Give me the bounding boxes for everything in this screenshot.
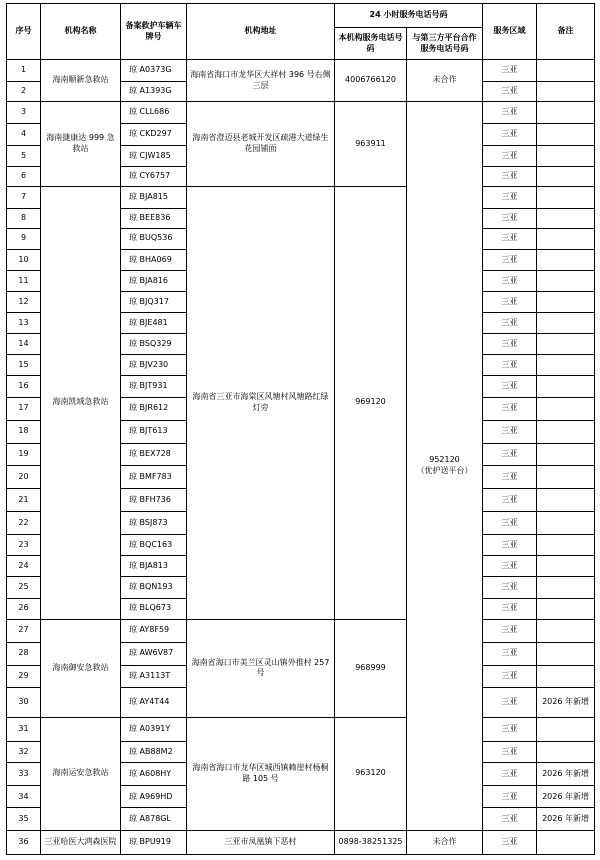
table-row: [7, 830, 595, 854]
header-address: 机构地址: [187, 4, 335, 60]
row-seq: 12: [7, 292, 41, 313]
row-seq: 31: [7, 718, 41, 742]
row-seq: 1: [7, 60, 41, 82]
service-area: 三亚: [483, 82, 537, 102]
row-seq: 26: [7, 598, 41, 619]
remark: [537, 292, 595, 313]
row-seq: 32: [7, 742, 41, 763]
remark: [537, 397, 595, 420]
header-org-name: 机构名称: [41, 4, 121, 60]
service-area: 三亚: [483, 830, 537, 854]
remark: [537, 208, 595, 228]
remark: [537, 102, 595, 124]
remark: [537, 512, 595, 535]
row-seq: 15: [7, 355, 41, 376]
org-name: 海南运安急救站: [41, 718, 121, 831]
service-area: 三亚: [483, 249, 537, 270]
plate-number: 琼 AY4T44: [121, 687, 187, 717]
plate-number: 琼 BJV230: [121, 355, 187, 376]
remark: [537, 619, 595, 642]
plate-number: 琼 BLQ673: [121, 598, 187, 619]
row-seq: 11: [7, 271, 41, 292]
row-seq: 36: [7, 830, 41, 854]
row-seq: 19: [7, 443, 41, 465]
org-name: 海南凯域急救站: [41, 186, 121, 619]
row-seq: 4: [7, 124, 41, 146]
remark: 2026 年新增: [537, 808, 595, 830]
org-name: 海南捷康达 999 急救站: [41, 102, 121, 186]
remark: [537, 556, 595, 577]
row-seq: 23: [7, 535, 41, 556]
shared-third-party-phone: 952120: [429, 455, 460, 465]
remark: [537, 334, 595, 355]
service-area: 三亚: [483, 166, 537, 186]
row-seq: 30: [7, 687, 41, 717]
header-remark: 备注: [537, 4, 595, 60]
plate-number: 琼 A0391Y: [121, 718, 187, 742]
remark: [537, 355, 595, 376]
header-third-party-phone: 与第三方平台合作服务电话号码: [407, 28, 483, 60]
table-row: [7, 186, 595, 208]
row-seq: 9: [7, 228, 41, 249]
service-area: 三亚: [483, 465, 537, 488]
org-name: 海南御安急救站: [41, 619, 121, 717]
row-seq: 22: [7, 512, 41, 535]
service-area: 三亚: [483, 577, 537, 598]
service-area: 三亚: [483, 355, 537, 376]
plate-number: 琼 BJQ317: [121, 292, 187, 313]
row-seq: 18: [7, 420, 41, 443]
plate-number: 琼 BJT931: [121, 376, 187, 397]
service-area: 三亚: [483, 687, 537, 717]
row-seq: 3: [7, 102, 41, 124]
row-seq: 14: [7, 334, 41, 355]
plate-number: 琼 BJR612: [121, 397, 187, 420]
service-area: 三亚: [483, 124, 537, 146]
service-area: 三亚: [483, 665, 537, 687]
org-address: 海南省海口市龙华区大祥村 396 号右侧三层: [187, 60, 335, 102]
org-name: 三亚哈医大鸿森医院: [41, 830, 121, 854]
service-area: 三亚: [483, 619, 537, 642]
service-area: 三亚: [483, 763, 537, 786]
shared-third-party-note: （优护送平台）: [416, 465, 473, 475]
row-seq: 35: [7, 808, 41, 830]
service-area: 三亚: [483, 186, 537, 208]
org-address: 三亚市凤凰镇下恶村: [187, 830, 335, 854]
service-area: 三亚: [483, 146, 537, 166]
plate-number: 琼 BEE836: [121, 208, 187, 228]
row-seq: 33: [7, 763, 41, 786]
plate-number: 琼 BUQ536: [121, 228, 187, 249]
remark: [537, 665, 595, 687]
header-plate: 备案救护车辆车牌号: [121, 4, 187, 60]
plate-number: 琼 BHA069: [121, 249, 187, 270]
plate-number: 琼 BMF783: [121, 465, 187, 488]
service-area: 三亚: [483, 512, 537, 535]
remark: [537, 742, 595, 763]
remark: [537, 124, 595, 146]
table-row: [7, 718, 595, 742]
plate-number: 琼 BFH736: [121, 489, 187, 512]
plate-number: 琼 BJA813: [121, 556, 187, 577]
row-seq: 25: [7, 577, 41, 598]
row-seq: 10: [7, 249, 41, 270]
plate-number: 琼 CJW185: [121, 146, 187, 166]
remark: [537, 146, 595, 166]
remark: [537, 598, 595, 619]
service-area: 三亚: [483, 313, 537, 334]
row-seq: 28: [7, 642, 41, 665]
row-seq: 2: [7, 82, 41, 102]
org-address: 海南省海口市美兰区灵山镇外推村 257 号: [187, 619, 335, 717]
plate-number: 琼 BJA815: [121, 186, 187, 208]
org-third-party: 未合作: [407, 60, 483, 102]
plate-number: 琼 A969HD: [121, 786, 187, 808]
ambulance-registry-table: [6, 3, 595, 855]
plate-number: 琼 AB88M2: [121, 742, 187, 763]
service-area: 三亚: [483, 376, 537, 397]
plate-number: 琼 BEX728: [121, 443, 187, 465]
service-area: 三亚: [483, 786, 537, 808]
plate-number: 琼 BSJ873: [121, 512, 187, 535]
row-seq: 7: [7, 186, 41, 208]
remark: [537, 166, 595, 186]
service-area: 三亚: [483, 598, 537, 619]
service-area: 三亚: [483, 489, 537, 512]
plate-number: 琼 BJA816: [121, 271, 187, 292]
remark: [537, 535, 595, 556]
org-address: 海南省三亚市海棠区风塘村风塘路红绿灯旁: [187, 186, 335, 619]
plate-number: 琼 AW6V87: [121, 642, 187, 665]
remark: 2026 年新增: [537, 763, 595, 786]
org-address: 海南省海口市龙华区城西镇赖崖村杨桐路 105 号: [187, 718, 335, 831]
row-seq: 6: [7, 166, 41, 186]
service-area: 三亚: [483, 334, 537, 355]
remark: [537, 228, 595, 249]
header-row: [7, 4, 595, 28]
remark: [537, 60, 595, 82]
header-seq: 序号: [7, 4, 41, 60]
org-own-phone: 963120: [335, 718, 407, 831]
remark: [537, 249, 595, 270]
service-area: 三亚: [483, 397, 537, 420]
service-area: 三亚: [483, 535, 537, 556]
service-area: 三亚: [483, 208, 537, 228]
org-name: 海南顺新急救站: [41, 60, 121, 102]
table-body: [7, 60, 595, 855]
remark: 2026 年新增: [537, 687, 595, 717]
service-area: 三亚: [483, 271, 537, 292]
table-row: [7, 619, 595, 642]
plate-number: 琼 CLL686: [121, 102, 187, 124]
service-area: 三亚: [483, 718, 537, 742]
row-seq: 24: [7, 556, 41, 577]
plate-number: 琼 BQN193: [121, 577, 187, 598]
remark: [537, 271, 595, 292]
plate-number: 琼 BQC163: [121, 535, 187, 556]
header-own-phone: 本机构服务电话号码: [335, 28, 407, 60]
org-own-phone: 4006766120: [335, 60, 407, 102]
plate-number: 琼 BJE481: [121, 313, 187, 334]
row-seq: 20: [7, 465, 41, 488]
service-area: 三亚: [483, 228, 537, 249]
plate-number: 琼 A608HY: [121, 763, 187, 786]
row-seq: 17: [7, 397, 41, 420]
org-address: 海南省澄迈县老城开发区疏港大道绿生花园铺面: [187, 102, 335, 186]
remark: [537, 465, 595, 488]
row-seq: 8: [7, 208, 41, 228]
row-seq: 27: [7, 619, 41, 642]
table-row: [7, 102, 595, 124]
row-seq: 34: [7, 786, 41, 808]
service-area: 三亚: [483, 808, 537, 830]
remark: [537, 313, 595, 334]
service-area: 三亚: [483, 742, 537, 763]
plate-number: 琼 BSQ329: [121, 334, 187, 355]
service-area: 三亚: [483, 642, 537, 665]
plate-number: 琼 AY8F59: [121, 619, 187, 642]
remark: 2026 年新增: [537, 786, 595, 808]
org-own-phone: 0898-38251325: [335, 830, 407, 854]
table-row: [7, 60, 595, 82]
header-hotline-group: 24 小时服务电话号码: [335, 4, 483, 28]
remark: [537, 830, 595, 854]
plate-number: 琼 CKD297: [121, 124, 187, 146]
service-area: 三亚: [483, 420, 537, 443]
header-service-area: 服务区域: [483, 4, 537, 60]
service-area: 三亚: [483, 443, 537, 465]
remark: [537, 443, 595, 465]
row-seq: 13: [7, 313, 41, 334]
shared-third-party-cell: [407, 102, 483, 830]
remark: [537, 376, 595, 397]
remark: [537, 718, 595, 742]
row-seq: 29: [7, 665, 41, 687]
plate-number: 琼 A878GL: [121, 808, 187, 830]
plate-number: 琼 A0373G: [121, 60, 187, 82]
plate-number: 琼 A3113T: [121, 665, 187, 687]
row-seq: 21: [7, 489, 41, 512]
remark: [537, 420, 595, 443]
org-own-phone: 968999: [335, 619, 407, 717]
row-seq: 5: [7, 146, 41, 166]
service-area: 三亚: [483, 60, 537, 82]
org-own-phone: 963911: [335, 102, 407, 186]
plate-number: 琼 BPU919: [121, 830, 187, 854]
org-third-party: 未合作: [407, 830, 483, 854]
plate-number: 琼 BJT613: [121, 420, 187, 443]
plate-number: 琼 CY6757: [121, 166, 187, 186]
remark: [537, 82, 595, 102]
remark: [537, 489, 595, 512]
service-area: 三亚: [483, 292, 537, 313]
remark: [537, 642, 595, 665]
row-seq: 16: [7, 376, 41, 397]
remark: [537, 577, 595, 598]
plate-number: 琼 A1393G: [121, 82, 187, 102]
org-own-phone: 969120: [335, 186, 407, 619]
service-area: 三亚: [483, 556, 537, 577]
remark: [537, 186, 595, 208]
service-area: 三亚: [483, 102, 537, 124]
